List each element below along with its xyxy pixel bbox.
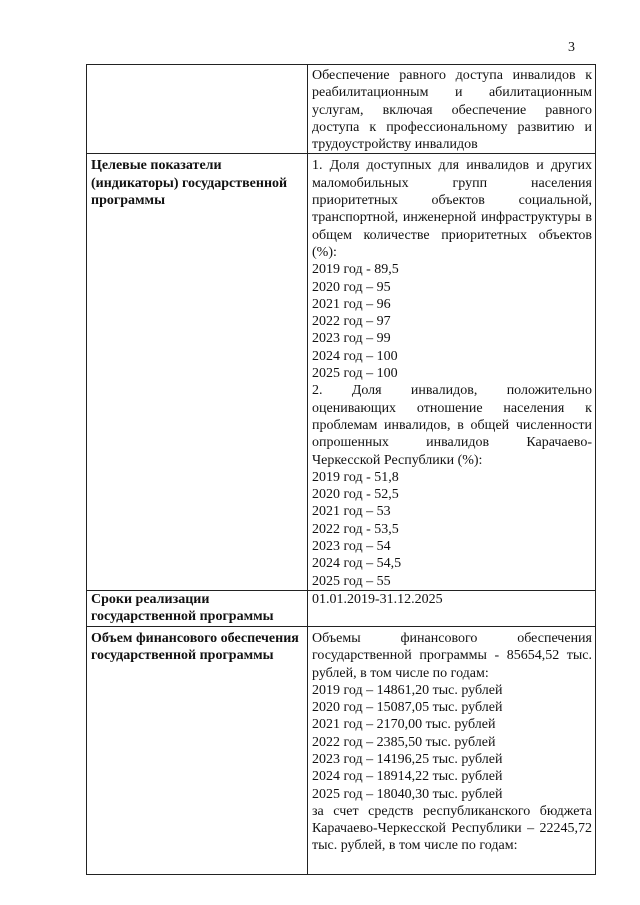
row-label: Целевые показатели (индикаторы) государственной программы (87, 154, 308, 590)
indicator-2-year-value: 2021 год – 53 (312, 504, 391, 520)
funding-year-value: 2019 год – 14861,20 тыс. рублей (312, 682, 503, 698)
indicator-2-year-value: 2022 год - 53,5 (312, 521, 399, 537)
indicator-1-year-value: 2021 год – 96 (312, 296, 391, 312)
funding-year-value: 2021 год – 2170,00 тыс. рублей (312, 717, 496, 733)
indicator-2-year-value: 2023 год – 54 (312, 539, 391, 555)
funding-year-value: 2022 год – 2385,50 тыс. рублей (312, 734, 496, 750)
indicator-1-year-value: 2025 год – 100 (312, 366, 398, 382)
goal-text: Обеспечение равного доступа инвалидов к реабилитационным и абилитационным услугам, включая обеспечение равного доступа к профессиональному развитию и трудоустройству инвалидов (312, 68, 592, 153)
page-number: 3 (568, 40, 575, 55)
indicator-2-text: 2. Доля инвалидов, положительно оценивающих отношение населения к проблемам инвалидов, в общей численности опрошенных инвалидов Карачаево-Черкесской Республики (%): (312, 383, 592, 468)
indicator-1-year-value: 2022 год – 97 (312, 314, 391, 330)
indicator-1-text: 1. Доля доступных для инвалидов и других маломобильных групп населения приоритетных объектов социальной, транспортной, инженерной инфраструктуры в общем количестве приоритетных объектов (%): (312, 158, 592, 260)
table-row (87, 154, 596, 590)
table-row (87, 65, 596, 154)
indicator-2-year-value: 2020 год - 52,5 (312, 487, 399, 503)
row-label: Сроки реализации государственной программы (87, 590, 308, 626)
funding-intro: Объемы финансового обеспечения государственной программы - 85654,52 тыс. рублей, в том числе по годам: (312, 630, 592, 681)
funding-year-value: 2020 год – 15087,05 тыс. рублей (312, 700, 503, 716)
indicator-1-year-value: 2020 год – 95 (312, 279, 391, 295)
indicator-1-year-value: 2024 год – 100 (312, 348, 398, 364)
row-label (87, 65, 308, 154)
row-label: Объем финансового обеспечения государственной программы (87, 626, 308, 874)
funding-year-value: 2024 год – 18914,22 тыс. рублей (312, 769, 503, 785)
funding-year-value: 2023 год – 14196,25 тыс. рублей (312, 751, 503, 767)
indicator-2-year-value: 2024 год – 54,5 (312, 556, 402, 572)
row-value (308, 626, 596, 874)
row-value: 01.01.2019-31.12.2025 (308, 590, 596, 626)
table-row (87, 626, 596, 874)
table-row (87, 590, 596, 626)
funding-outro: за счет средств республиканского бюджета Карачаево-Черкесской Республики – 22245,72 тыс. рублей, в том числе по годам: (312, 803, 592, 854)
row-value (308, 65, 596, 154)
indicator-1-year-value: 2019 год - 89,5 (312, 262, 399, 278)
funding-year-value: 2025 год – 18040,30 тыс. рублей (312, 786, 503, 802)
row-value (308, 154, 596, 590)
indicator-2-year-value: 2025 год – 55 (312, 573, 391, 589)
program-passport-table (86, 64, 596, 875)
indicator-1-year-value: 2023 год – 99 (312, 331, 391, 347)
indicator-2-year-value: 2019 год - 51,8 (312, 469, 399, 485)
